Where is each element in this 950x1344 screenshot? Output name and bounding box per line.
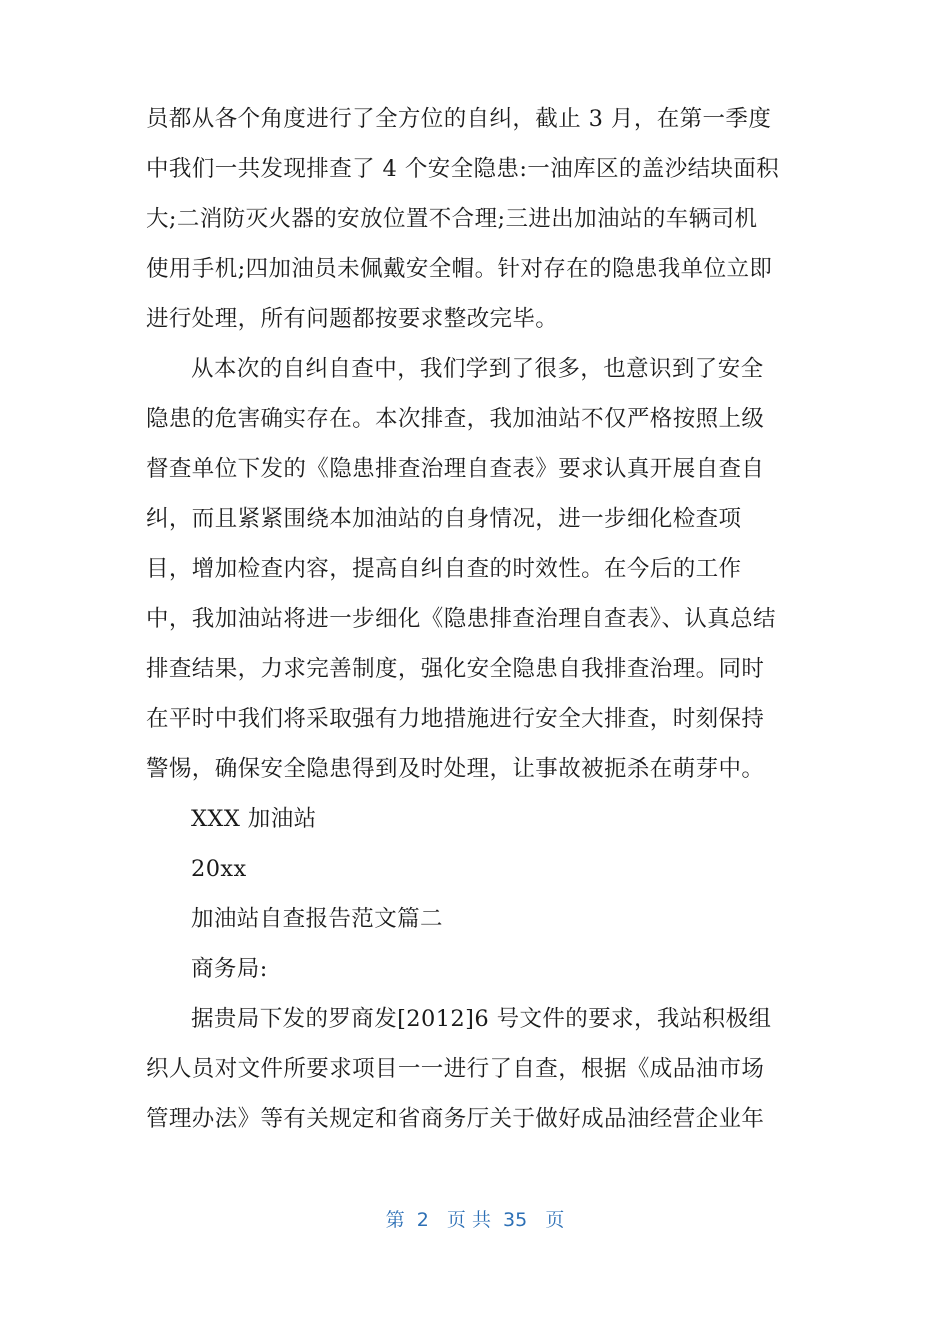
paragraph-first-line: 从本次的自纠自查中，我们学到了很多，也意识到了安全 bbox=[191, 356, 764, 382]
signature-name: XXX 加油站 bbox=[191, 806, 317, 832]
salutation: 商务局: bbox=[191, 956, 268, 982]
body-text-line: 员都从各个角度进行了全方位的自纠，截止 3 月，在第一季度 bbox=[146, 106, 772, 132]
body-text-line: 纠，而且紧紧围绕本加油站的自身情况，进一步细化检查项 bbox=[146, 506, 742, 532]
body-text-line: 在平时中我们将采取强有力地措施进行安全大排查，时刻保持 bbox=[146, 706, 765, 732]
body-text-line: 织人员对文件所要求项目一一进行了自查，根据《成品油市场 bbox=[146, 1056, 765, 1082]
body-text-line: 中，我加油站将进一步细化《隐患排查治理自查表》、认真总结 bbox=[146, 606, 776, 632]
body-text-line: 大;二消防灭火器的安放位置不合理;三进出加油站的车辆司机 bbox=[146, 206, 758, 232]
body-text-line: 隐患的危害确实存在。本次排查，我加油站不仅严格按照上级 bbox=[146, 406, 765, 432]
body-text-line: 督查单位下发的《隐患排查治理自查表》要求认真开展自查自 bbox=[146, 456, 765, 482]
body-text-line: 管理办法》等有关规定和省商务厅关于做好成品油经营企业年 bbox=[146, 1106, 765, 1132]
paragraph-first-line: 据贵局下发的罗商发[2012]6 号文件的要求，我站积极组 bbox=[191, 1006, 772, 1032]
body-text-line: 进行处理，所有问题都按要求整改完毕。 bbox=[146, 306, 559, 332]
body-text-line: 目，增加检查内容，提高自纠自查的时效性。在今后的工作 bbox=[146, 556, 742, 582]
page-number-footer: 第 2 页 共 35 页 bbox=[385, 1209, 565, 1231]
body-text-line: 中我们一共发现排查了 4 个安全隐患:一油库区的盖沙结块面积 bbox=[146, 156, 780, 182]
body-text-line: 排查结果，力求完善制度，强化安全隐患自我排查治理。同时 bbox=[146, 656, 765, 682]
section-heading: 加油站自查报告范文篇二 bbox=[191, 906, 443, 932]
signature-date: 20xx bbox=[191, 856, 247, 882]
body-text-line: 警惕，确保安全隐患得到及时处理，让事故被扼杀在萌芽中。 bbox=[146, 756, 765, 782]
body-text-line: 使用手机;四加油员未佩戴安全帽。针对存在的隐患我单位立即 bbox=[146, 256, 773, 282]
